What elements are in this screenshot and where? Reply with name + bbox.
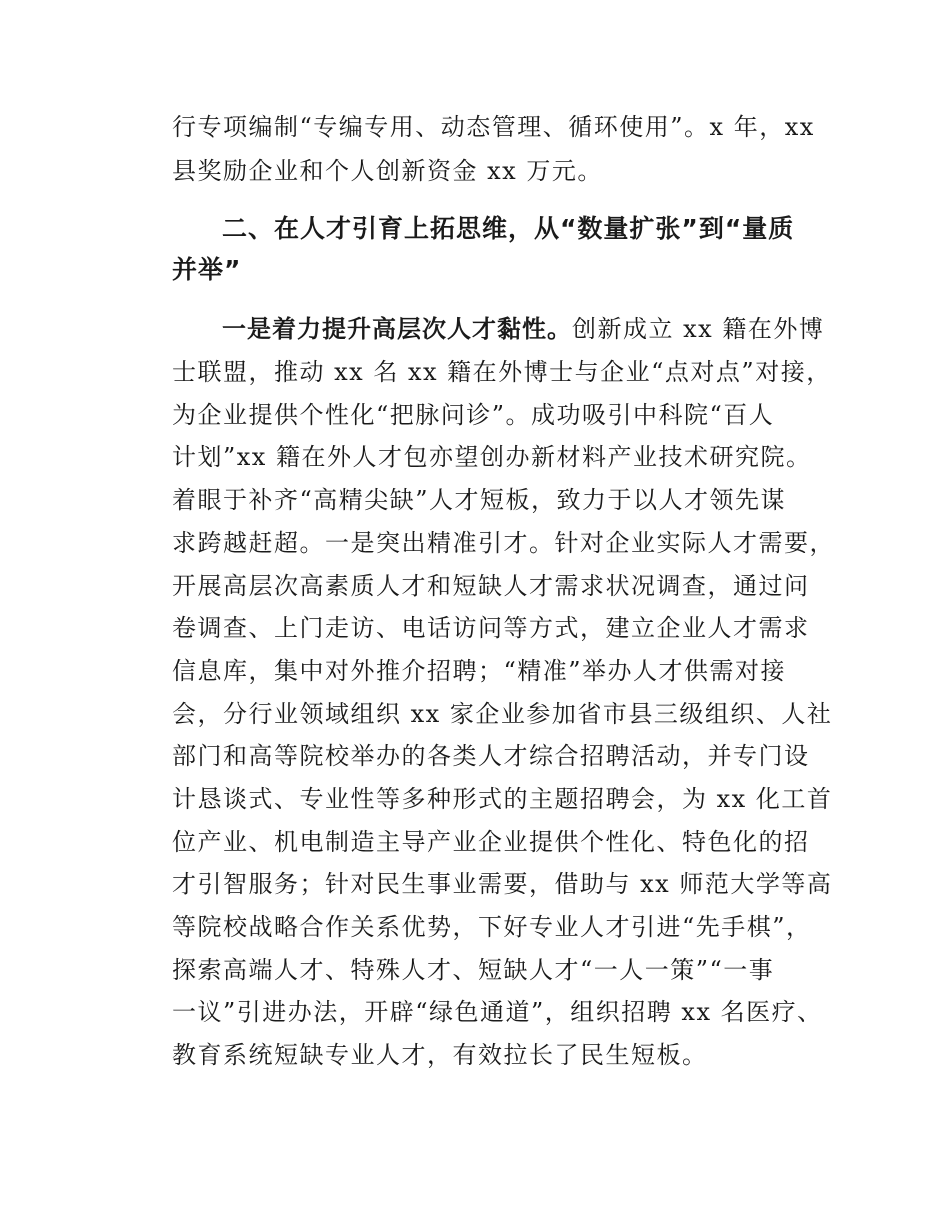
body-text-line: 教育系统短缺专业人才，有效拉长了民生短板。 <box>172 1041 708 1069</box>
body-text-line: 等院校战略合作关系优势，下好专业人才引进“先手棋”， <box>172 913 812 941</box>
body-text-line: 位产业、机电制造主导产业企业提供个性化、特色化的招 <box>172 828 810 856</box>
paragraph-first-line <box>222 308 824 350</box>
body-text-line: 部门和高等院校举办的各类人才综合招聘活动，并专门设 <box>172 742 810 770</box>
body-text-line: 会，分行业领域组织 xx 家企业参加省市县三级组织、人社 <box>172 700 833 728</box>
body-text-line: 求跨越赶超。一是突出精准引才。针对企业实际人才需要， <box>172 529 835 557</box>
body-text-line: 卷调查、上门走访、电话访问等方式，建立企业人才需求 <box>172 614 810 642</box>
section-heading-continuation: 并举” <box>172 255 242 284</box>
body-text-line: 信息库，集中对外推介招聘；“精准”举办人才供需对接 <box>172 657 787 685</box>
paragraph-lead-bold: 一是着力提升高层次人才黏性。 <box>222 315 572 343</box>
paragraph-first-line-text: 创新成立 xx 籍在外博 <box>572 315 825 343</box>
body-text-line: 行专项编制“专编专用、动态管理、循环使用”。x 年，xx <box>172 113 815 141</box>
body-text-line: 一议”引进办法，开辟“绿色通道”，组织招聘 xx 名医疗、 <box>172 998 823 1026</box>
body-text-line: 开展高层次高素质人才和短缺人才需求状况调查，通过问 <box>172 572 810 600</box>
body-text-line: 计恳谈式、专业性等多种形式的主题招聘会，为 xx 化工首 <box>172 785 833 813</box>
body-text-line: 计划”xx 籍在外人才包亦望创办新材料产业技术研究院。 <box>172 443 812 471</box>
body-text-line: 士联盟，推动 xx 名 xx 籍在外博士与企业“点对点”对接， <box>172 358 832 386</box>
body-text-line: 为企业提供个性化“把脉问诊”。成功吸引中科院“百人 <box>172 401 775 429</box>
body-text-line: 探索高端人才、特殊人才、短缺人才“一人一策”“一事 <box>172 956 775 984</box>
section-heading: 二、在人才引育上拓思维，从“数量扩张”到“量质 <box>222 214 795 243</box>
body-text-line: 才引智服务；针对民生事业需要，借助与 xx 师范大学等高 <box>172 870 833 898</box>
body-text-line: 着眼于补齐“高精尖缺”人才短板，致力于以人才领先谋 <box>172 486 787 514</box>
body-text-line: 县奖励企业和个人创新资金 xx 万元。 <box>172 157 603 185</box>
